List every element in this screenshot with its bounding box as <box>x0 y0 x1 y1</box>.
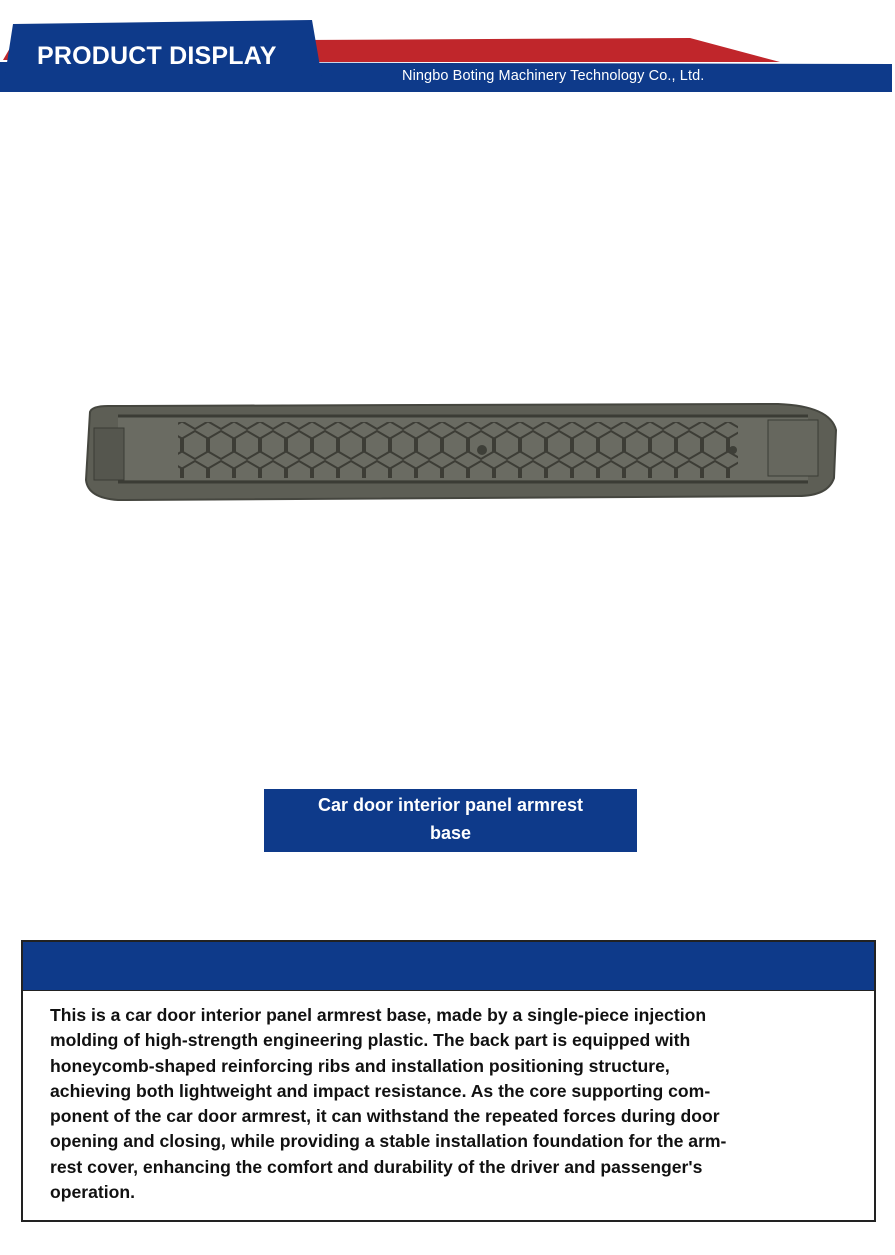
product-caption <box>264 789 637 852</box>
company-name: Ningbo Boting Machinery Technology Co., Ltd. <box>402 68 705 84</box>
description-header-bar <box>23 942 874 991</box>
description-text: This is a car door interior panel armrest base, made by a single-piece injection molding of high-strength engineering plastic. The back part is equipped with honeycomb-shaped reinforcing ribs and installation positioning structure, achieving both lightweight and impact resistance. As the core supporting com- ponent of the car door armrest, it can withstand the repeated forces during door opening and closing, while providing a stable installation foundation for the arm- rest cover, enhancing the comfort and durability of the driver and passenger's operation. <box>50 1005 727 1203</box>
header-banner <box>0 0 895 100</box>
description-box <box>21 940 876 1222</box>
product-caption-text: Car door interior panel armrest base <box>317 795 584 843</box>
armrest-base-image <box>78 400 840 508</box>
page-title: PRODUCT DISPLAY <box>37 42 277 70</box>
